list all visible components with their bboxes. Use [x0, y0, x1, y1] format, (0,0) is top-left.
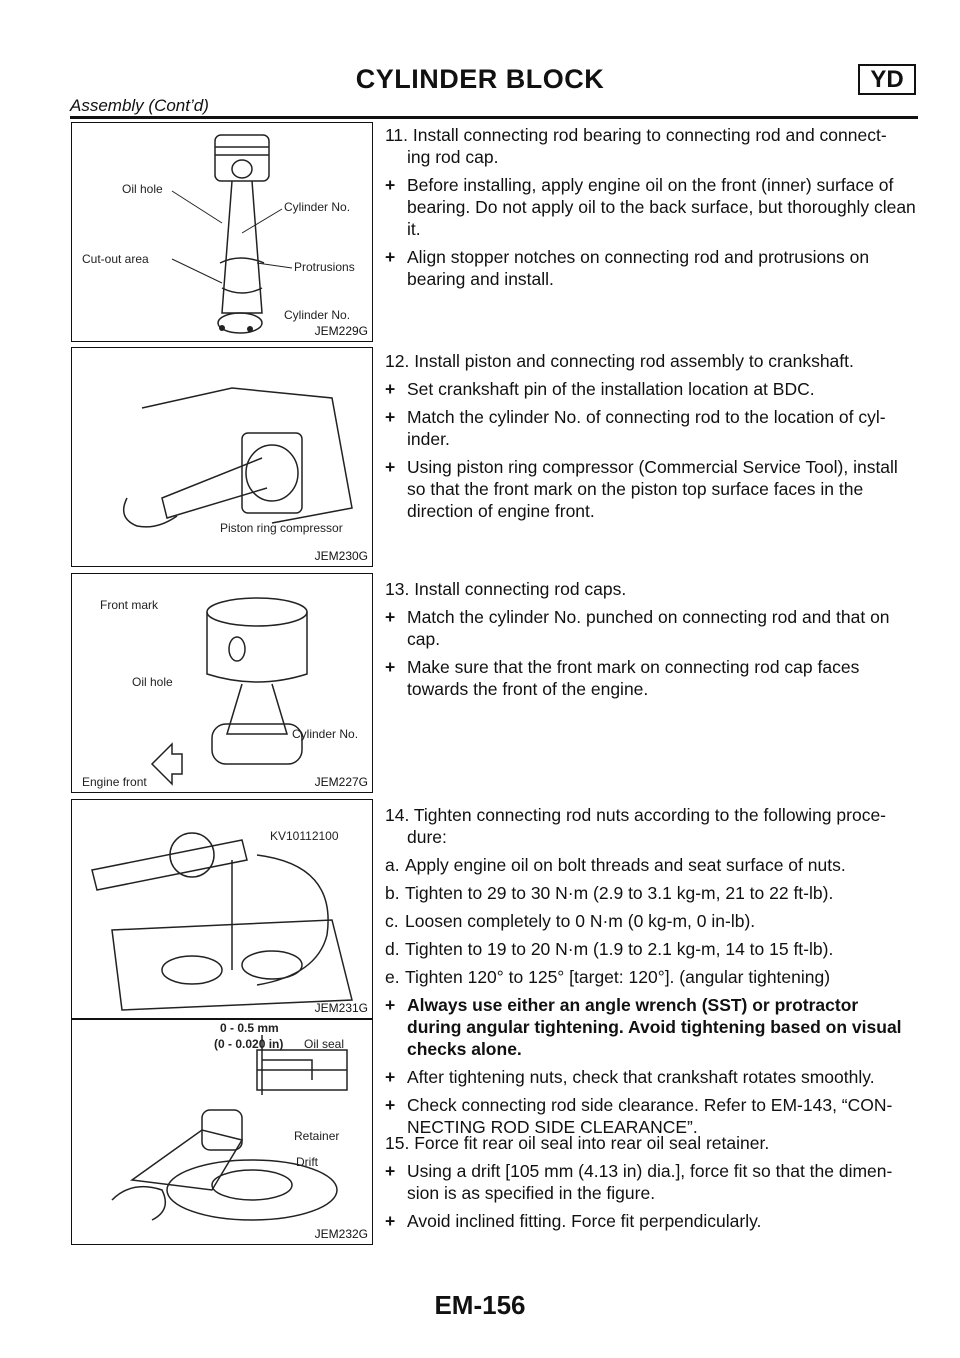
step-13-bullet-2: + Make sure that the front mark on connecting rod cap faces towards the front of the engine. [385, 656, 917, 700]
step-14-bullet-2: + After tightening nuts, check that crankshaft rotates smoothly. [385, 1066, 917, 1088]
step-14-title: 14. Tighten connecting rod nuts according to the following proce- [385, 805, 887, 825]
step-12-bullet-1: + Set crankshaft pin of the installation location at BDC. [385, 378, 917, 400]
engine-badge: YD [858, 64, 916, 95]
page-number: EM-156 [434, 1290, 526, 1320]
label-protrusions: Protrusions [294, 260, 355, 274]
label-engine-front: Engine front [82, 775, 147, 789]
label-cut-out-area: Cut-out area [82, 252, 149, 266]
figure-id: JEM229G [314, 324, 368, 338]
figure-rear-oil-seal [71, 1019, 373, 1245]
step-11-title-cont: ing rod cap. [407, 147, 499, 167]
step-14-sub-e: e. Tighten 120° to 125° [target: 120°]. (angular tightening) [385, 967, 831, 987]
label-cylinder-no-2: Cylinder No. [284, 308, 351, 322]
step-14-title-cont: dure: [407, 827, 447, 847]
step-11 [385, 124, 917, 296]
label-retainer: Retainer [294, 1129, 340, 1143]
step-14-bullet-1: + Always use either an angle wrench (SST) or protractor during angular tightening. Avoid tightening based on visual checks alone. [385, 994, 917, 1060]
figure-illustration [72, 800, 372, 1018]
page-title: CYLINDER BLOCK [355, 64, 605, 94]
label-tool-number: KV10112100 [270, 829, 339, 843]
figure-illustration [72, 123, 372, 341]
step-12-title: 12. Install piston and connecting rod assembly to crankshaft. [385, 351, 854, 371]
step-11-bullet-2: + Align stopper notches on connecting rod and protrusions on bearing and install. [385, 246, 917, 290]
label-oil-hole: Oil hole [132, 675, 173, 689]
figure-illustration [72, 1020, 372, 1244]
step-13-title: 13. Install connecting rod caps. [385, 579, 627, 599]
figure-illustration [72, 574, 372, 792]
figure-id: JEM230G [314, 549, 368, 563]
step-15-bullet-2: + Avoid inclined fitting. Force fit perpendicularly. [385, 1210, 917, 1232]
step-15-title: 15. Force fit rear oil seal into rear oil seal retainer. [385, 1133, 770, 1153]
figure-piston-install [71, 347, 373, 567]
label-drift: Drift [296, 1155, 318, 1169]
step-13-bullet-1: + Match the cylinder No. punched on connecting rod and that on cap. [385, 606, 917, 650]
label-oil-hole: Oil hole [122, 182, 163, 196]
label-piston-ring-compressor: Piston ring compressor [220, 521, 343, 535]
figure-connecting-rod-cap [71, 573, 373, 793]
step-13 [385, 578, 917, 706]
step-12 [385, 350, 917, 528]
step-12-bullet-2: + Match the cylinder No. of connecting rod to the location of cyl- inder. [385, 406, 917, 450]
section-subtitle: Assembly (Cont’d) [70, 96, 209, 115]
label-dimension-in: (0 - 0.020 in) [214, 1037, 284, 1051]
step-14-sub-d: d. Tighten to 19 to 20 N·m (1.9 to 2.1 kg-m, 14 to 15 ft-lb). [385, 939, 834, 959]
label-dimension-mm: 0 - 0.5 mm [220, 1021, 279, 1035]
figure-connecting-rod-bearing [71, 122, 373, 342]
step-14-sub-b: b. Tighten to 29 to 30 N·m (2.9 to 3.1 kg-m, 21 to 22 ft-lb). [385, 883, 834, 903]
figure-id: JEM227G [314, 775, 368, 789]
step-15-bullet-1: + Using a drift [105 mm (4.13 in) dia.], force fit so that the dimen- sion is as specified in the figure. [385, 1160, 917, 1204]
header-rule [70, 116, 918, 119]
figure-id: JEM231G [314, 1001, 368, 1015]
step-11-title: 11. Install connecting rod bearing to connecting rod and connect- [385, 125, 887, 145]
label-oil-seal: Oil seal [304, 1037, 345, 1051]
figure-illustration [72, 348, 372, 566]
figure-angle-wrench [71, 799, 373, 1019]
step-12-bullet-3: + Using piston ring compressor (Commercial Service Tool), install so that the front mark on the piston top surface faces in the direction of engine front. [385, 456, 917, 522]
step-11-bullet-1: + Before installing, apply engine oil on the front (inner) surface of bearing. Do not apply oil to the back surface, but thoroughly clean it. [385, 174, 917, 240]
step-15 [385, 1132, 917, 1238]
step-14-sub-a: a. Apply engine oil on bolt threads and seat surface of nuts. [385, 855, 846, 875]
figure-id: JEM232G [314, 1227, 368, 1241]
step-14-sub-c: c. Loosen completely to 0 N·m (0 kg-m, 0 in-lb). [385, 911, 756, 931]
label-cylinder-no: Cylinder No. [284, 200, 351, 214]
step-14-bullet-3: + Check connecting rod side clearance. Refer to EM-143, “CON- NECTING ROD SIDE CLEARANCE”. [385, 1094, 917, 1138]
step-14 [385, 804, 917, 1144]
label-cylinder-no: Cylinder No. [292, 727, 359, 741]
label-front-mark: Front mark [100, 598, 159, 612]
